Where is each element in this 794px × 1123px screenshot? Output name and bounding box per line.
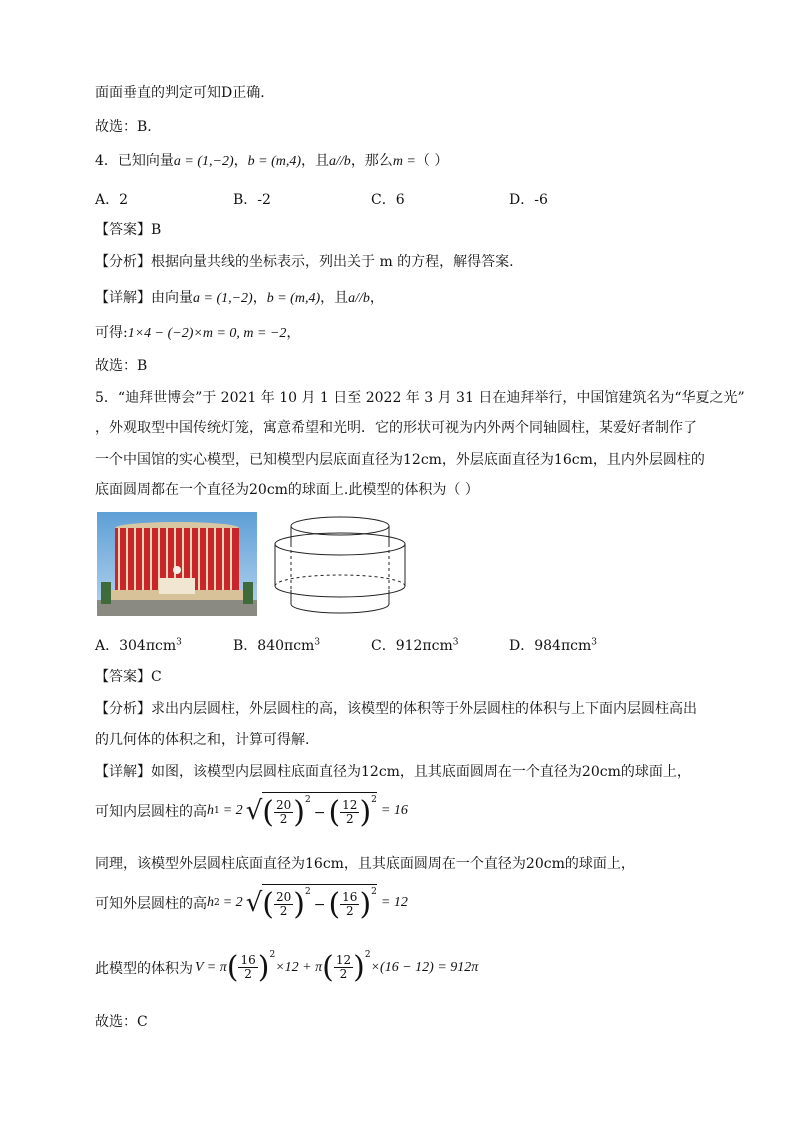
sqrt: √ ( $\frac{20}{2}$ ) $^2$ − ( $\frac{16}{2}$ ) $^2$ [246,884,377,922]
line-text: 面面垂直的判定可知D正确. [95,85,265,101]
option-a: A．2 [95,192,129,208]
option-d: D．984πcm$^3$ [509,637,597,654]
formula-h1: 可知内层圆柱的高 h 1 = 2 √ ( $\frac{20}{2}$ ) $^2$ − ( $\frac{12}{2}$ ) $^2$ = 16 [95,792,408,830]
q4-stem: 4．已知向量a = (1,−2)，b = (m,4)，且a//b，那么m =（ ） [95,153,449,169]
line-text: 故选：B. [95,119,152,135]
q5-stem-4: 底面圆周都在一个直径为20cm的球面上.此模型的体积为（ ） [95,482,479,498]
q5-stem-3: 一个中国馆的实心模型，已知模型内层底面直径为12cm，外层底面直径为16cm，且内外层圆柱的 [95,452,705,468]
q5-stem-1: 5．“迪拜世博会”于 2021 年 10 月 1 日至 2022 年 3 月 31 日在迪拜举行，中国馆建筑名为“华夏之光” [95,390,745,406]
detail-line: 【详解】如图，该模型内层圆柱底面直径为12cm，且其底面圆周在一个直径为20cm的球面上， [95,764,691,780]
answer-line: 【答案】C [95,669,162,685]
formula-volume: 此模型的体积为 V = π ( $\frac{16}{2}$ ) $^2$ ×12 + π ( $\frac{12}{2}$ ) $^2$ ×(16 − 12) = 912π [95,950,479,985]
option-d: D．-6 [509,192,548,208]
select-line: 故选：B [95,358,148,374]
answer-line: 【答案】B [95,222,162,238]
option-b: B．-2 [233,192,271,208]
detail-line: 【详解】由向量a = (1,−2)，b = (m,4)，且a//b， [95,290,384,306]
cylinder-diagram [270,514,412,620]
formula-h2: 可知外层圆柱的高 h 2 = 2 √ ( $\frac{20}{2}$ ) $^2$ − ( $\frac{16}{2}$ ) $^2$ = 12 [95,884,408,922]
option-a: A．304πcm$^3$ [95,637,182,654]
option-c: C．912πcm$^3$ [371,637,459,654]
pavilion-photo [97,512,257,616]
analysis-line: 【分析】求出内层圆柱，外层圆柱的高，该模型的体积等于外层圆柱的体积与上下面内层圆柱高出 [95,701,697,717]
option-b: B．840πcm$^3$ [233,637,321,654]
analysis-line: 【分析】根据向量共线的坐标表示，列出关于 m 的方程，解得答案. [95,254,514,270]
sqrt: √ ( $\frac{20}{2}$ ) $^2$ − ( $\frac{12}{2}$ ) $^2$ [246,792,377,830]
select-line: 故选：C [95,1014,148,1030]
option-c: C．6 [371,192,405,208]
q5-stem-2: ，外观取型中国传统灯笼，寓意希望和光明．它的形状可视为内外两个同轴圆柱，某爱好者制作了 [95,420,697,436]
analysis-line: 的几何体的体积之和，计算可得解. [95,732,310,748]
calc-line: 可得:1×4 − (−2)×m = 0, m = −2， [95,325,301,341]
detail-line: 同理，该模型外层圆柱底面直径为16cm，且其底面圆周在一个直径为20cm的球面上， [95,856,635,872]
